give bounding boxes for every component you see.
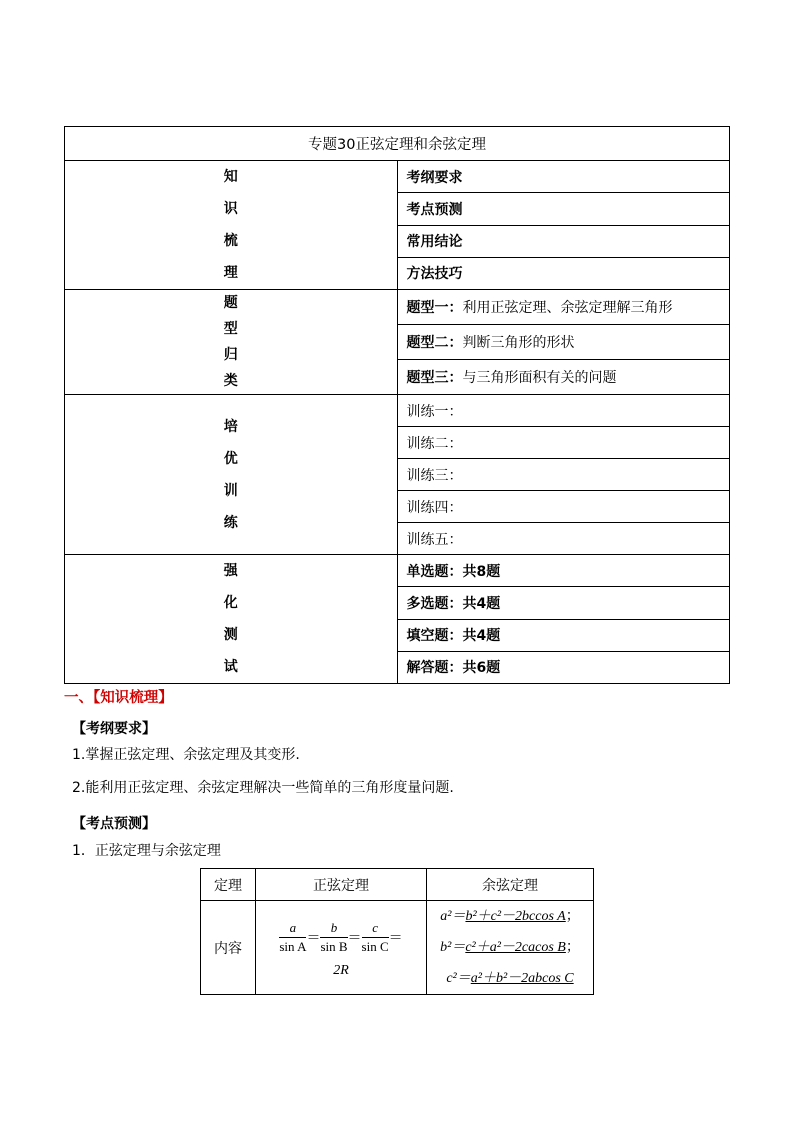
syllabus-item-1: 1.掌握正弦定理、余弦定理及其变形.	[72, 747, 300, 763]
cosine-end-a: ；	[565, 909, 580, 924]
cosine-rhs-a: b²＋c²－2bccos A	[465, 909, 566, 924]
section-label-char: 练	[223, 514, 238, 531]
fraction-a-num: a	[279, 920, 306, 938]
header-theorem: 定理	[201, 869, 256, 901]
section-label-char: 梳	[223, 233, 238, 249]
section-label-char: 试	[223, 659, 238, 675]
outline-item: 训练三：	[397, 459, 730, 491]
fraction-c	[362, 920, 389, 955]
cosine-rhs-c: a²＋b²－2abcos C	[470, 971, 574, 986]
fraction-b-num: b	[320, 920, 347, 938]
section-label-char: 题	[223, 295, 238, 311]
outline-item: 训练四：	[397, 491, 730, 523]
outline-item: 考纲要求	[397, 161, 730, 193]
section-label-char: 型	[223, 321, 238, 337]
outline-item-prefix: 题型三：	[406, 370, 463, 386]
outline-item: 训练五：	[397, 523, 730, 555]
outline-title: 专题30正弦定理和余弦定理	[65, 127, 730, 161]
section-label-char: 训	[223, 482, 238, 499]
outline-item: 考点预测	[397, 193, 730, 225]
header-sine-law: 正弦定理	[256, 869, 427, 901]
cosine-law-line-c	[427, 963, 593, 994]
fraction-a-den: sin A	[279, 939, 307, 954]
outline-item	[397, 360, 730, 395]
section-label-char: 识	[223, 201, 238, 217]
cosine-law-line-a	[427, 901, 593, 932]
fraction-b	[320, 920, 347, 955]
outline-item: 方法技巧	[397, 257, 730, 289]
section-label-1	[65, 290, 398, 395]
outline-item: 填空题：共4题	[397, 619, 730, 651]
outline-item: 单选题：共8题	[397, 555, 730, 587]
prediction-title: 【考点预测】	[72, 816, 156, 832]
outline-item: 训练二：	[397, 427, 730, 459]
syllabus-item-2: 2.能利用正弦定理、余弦定理解决一些简单的三角形度量问题.	[72, 780, 454, 796]
section-label-char: 优	[223, 450, 238, 467]
section-label-char: 类	[223, 373, 238, 389]
outline-item	[397, 290, 730, 325]
section-label-3	[65, 555, 398, 684]
cosine-end-b: ；	[565, 940, 580, 955]
sine-law-result: 2R	[333, 963, 349, 978]
cosine-lhs-c: c²＝	[446, 971, 471, 986]
equals-sign: ＝	[306, 931, 321, 947]
outline-item: 常用结论	[397, 225, 730, 257]
outline-item: 解答题：共6题	[397, 651, 730, 683]
outline-table	[64, 126, 730, 684]
section-label-char: 归	[223, 347, 238, 363]
section-label-char: 理	[223, 265, 238, 281]
outline-item-prefix: 题型一：	[406, 300, 463, 316]
row-label-content: 内容	[201, 901, 256, 995]
outline-item-text: 判断三角形的形状	[462, 335, 575, 351]
section-label-char: 测	[223, 627, 238, 643]
section-label-char: 培	[223, 418, 238, 435]
fraction-a	[279, 920, 306, 955]
fraction-c-den: sin C	[361, 939, 389, 954]
section-label-char: 化	[223, 595, 238, 611]
section-label-0	[65, 161, 398, 290]
equals-sign: ＝	[388, 931, 403, 947]
outline-item-text: 利用正弦定理、余弦定理解三角形	[462, 300, 673, 316]
cosine-law-formula	[427, 901, 594, 995]
sine-law-formula	[256, 901, 427, 995]
outline-item	[397, 325, 730, 360]
section-label-char: 强	[223, 563, 238, 579]
section-label-char: 知	[223, 169, 238, 185]
cosine-rhs-b: c²＋a²－2cacos B	[465, 940, 566, 955]
fraction-b-den: sin B	[320, 939, 348, 954]
outline-item: 多选题：共4题	[397, 587, 730, 619]
fraction-c-num: c	[362, 920, 389, 938]
section-label-2	[65, 395, 398, 555]
outline-item: 训练一：	[397, 395, 730, 427]
outline-item-prefix: 题型二：	[406, 335, 463, 351]
point-1-title: 1．正弦定理与余弦定理	[72, 843, 221, 859]
cosine-law-line-b	[427, 932, 593, 963]
syllabus-title: 【考纲要求】	[72, 721, 156, 737]
equals-sign: ＝	[347, 931, 362, 947]
outline-item-text: 与三角形面积有关的问题	[462, 370, 617, 386]
theorem-table	[200, 868, 594, 995]
header-cosine-law: 余弦定理	[427, 869, 594, 901]
section-heading: 一、【知识梳理】	[64, 690, 173, 706]
cosine-lhs-b: b²＝	[440, 940, 466, 955]
cosine-lhs-a: a²＝	[440, 909, 466, 924]
